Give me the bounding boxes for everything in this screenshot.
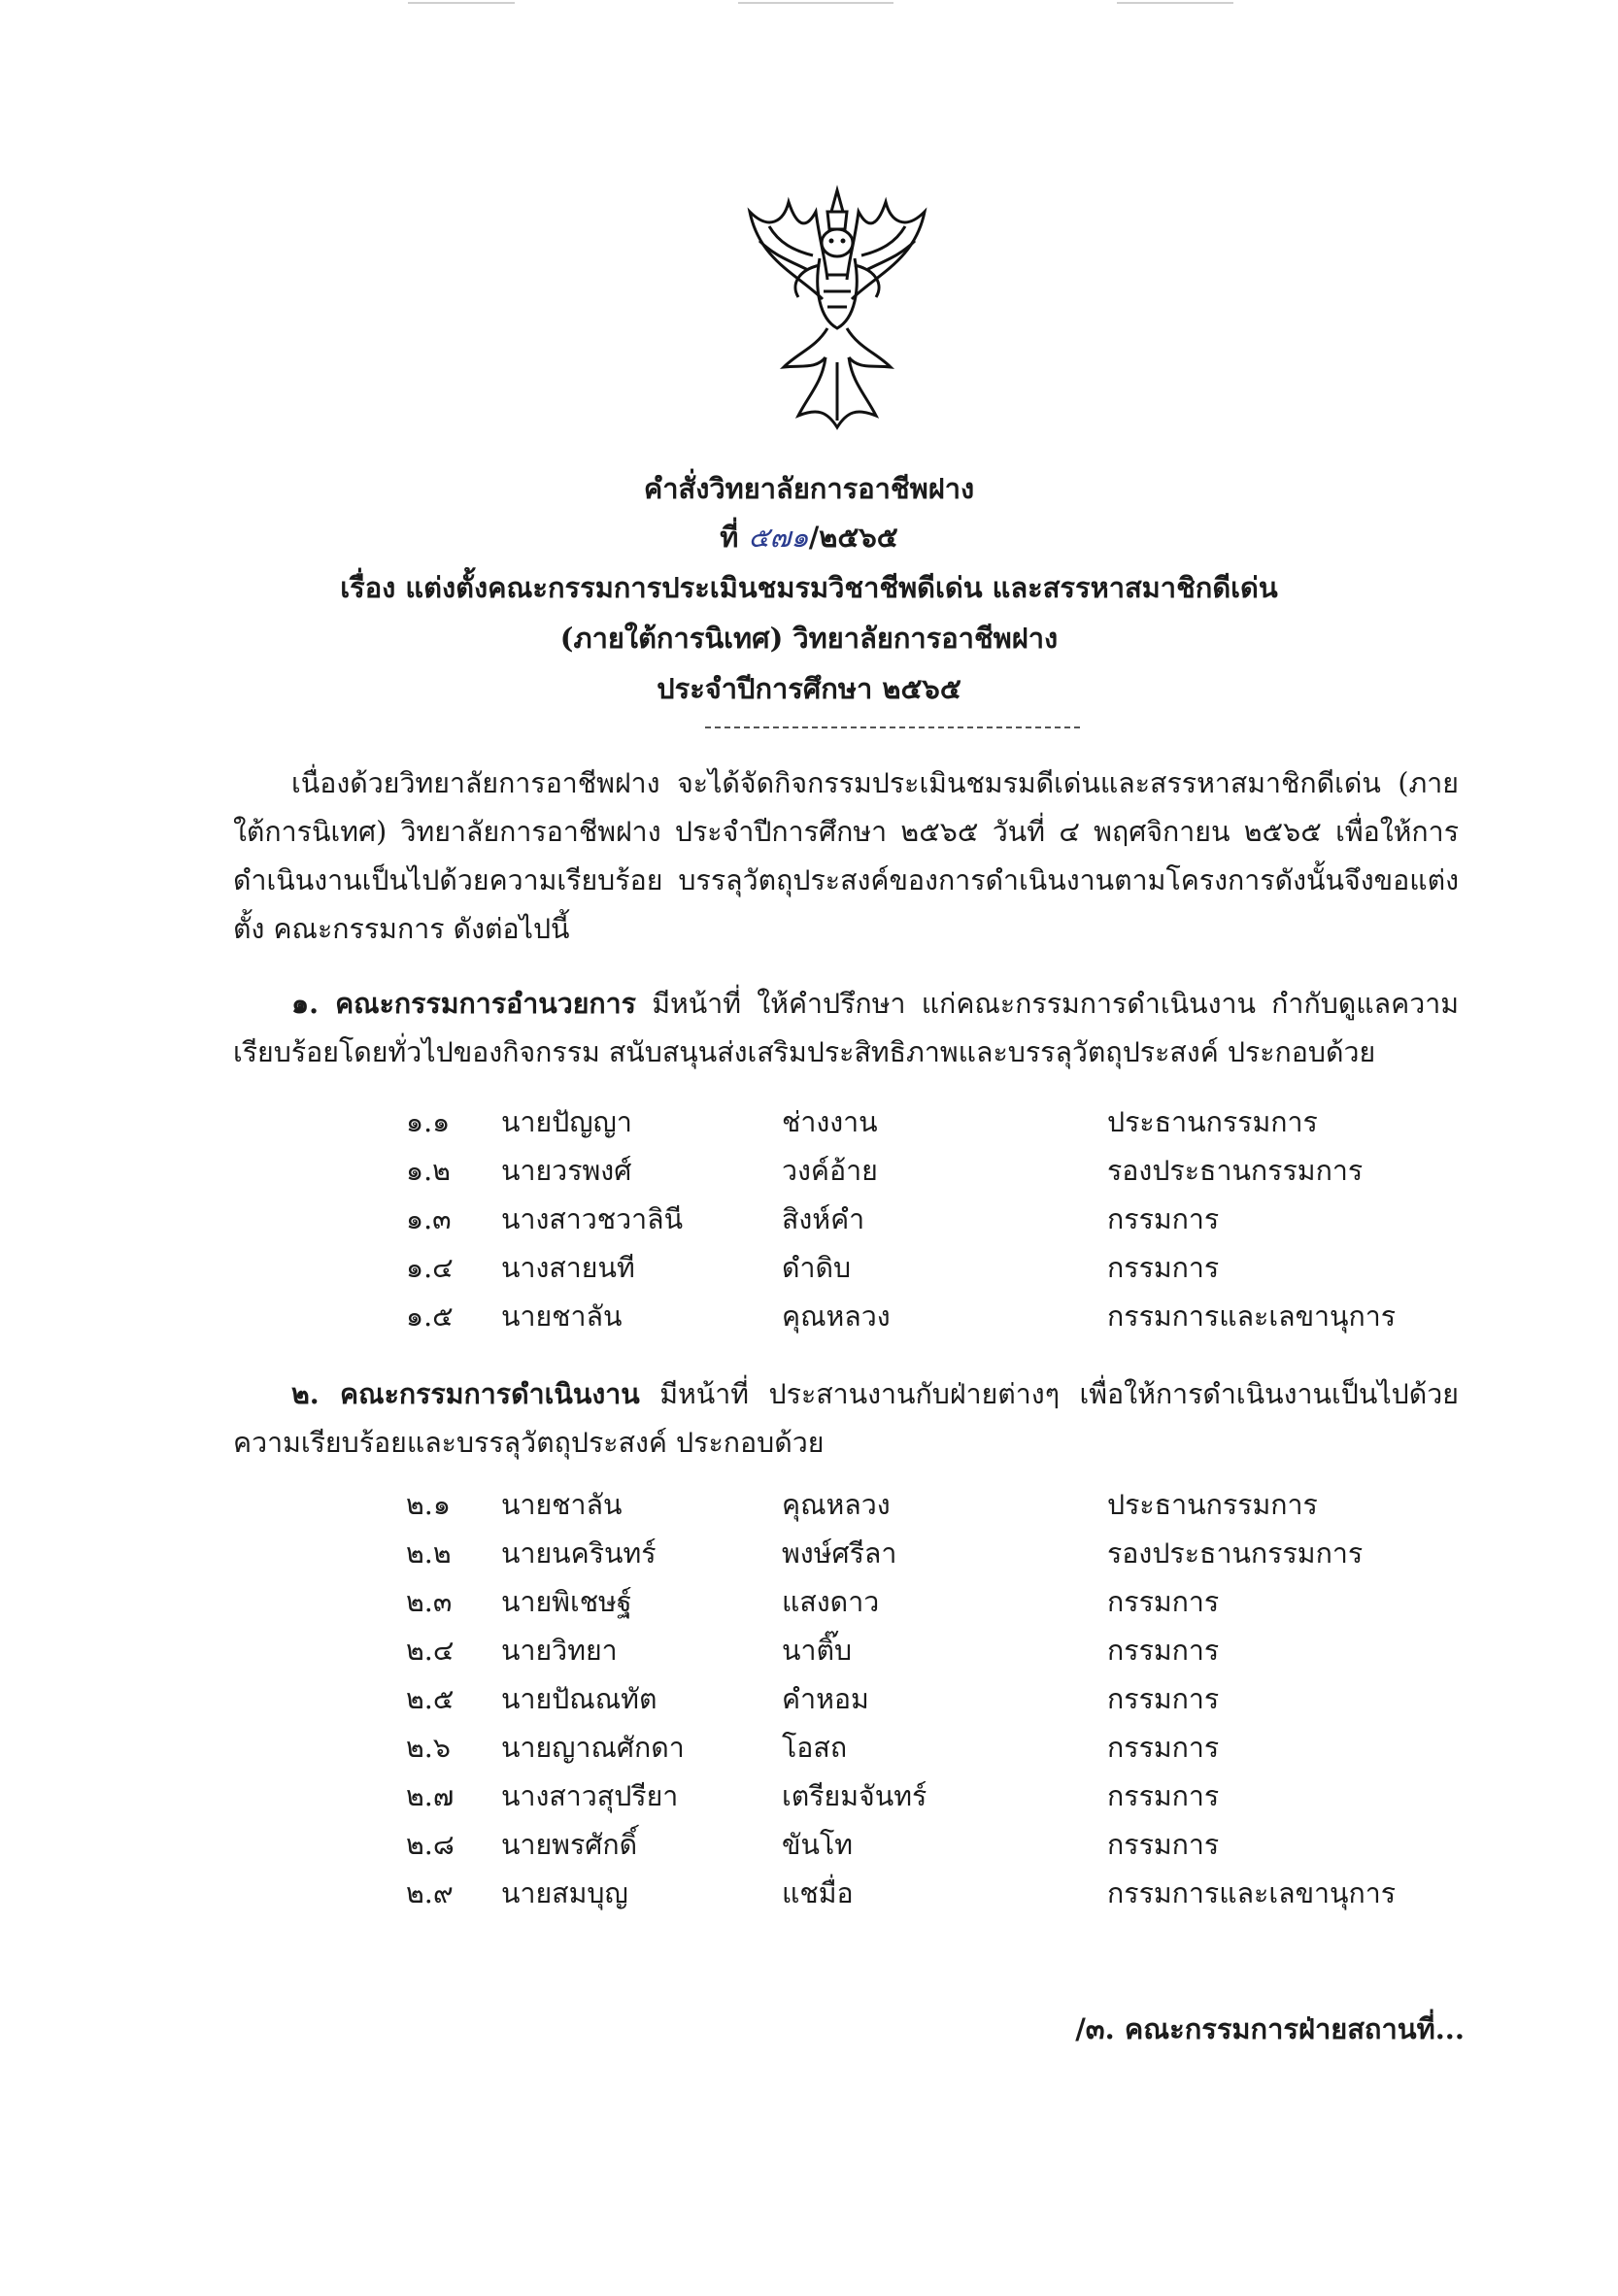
section-1-paragraph bbox=[233, 979, 1459, 1077]
member-position: กรรมการ bbox=[1107, 1586, 1220, 1618]
member-row bbox=[0, 1294, 1618, 1336]
member-no: ๒.๙ bbox=[406, 1877, 454, 1909]
member-row bbox=[0, 1245, 1618, 1288]
member-row bbox=[0, 1822, 1618, 1865]
member-no: ๑.๓ bbox=[406, 1203, 452, 1235]
member-no: ๑.๕ bbox=[406, 1300, 454, 1333]
member-row bbox=[0, 1482, 1618, 1525]
member-position: กรรมการ bbox=[1107, 1683, 1220, 1715]
section-2-heading: ๒. คณะกรรมการดำเนินงาน bbox=[291, 1377, 640, 1410]
member-first-name: นายสมบุญ bbox=[501, 1877, 628, 1909]
continued-footer: /๓. คณะกรรมการฝ่ายสถานที่... bbox=[1075, 2012, 1465, 2045]
member-first-name: นายพรศักดิ์ bbox=[501, 1829, 638, 1861]
member-no: ๒.๔ bbox=[406, 1635, 455, 1667]
member-row bbox=[0, 1099, 1618, 1142]
member-last-name: แชมื่อ bbox=[782, 1877, 854, 1909]
member-position: กรรมการและเลขานุการ bbox=[1107, 1300, 1397, 1333]
member-last-name: คุณหลวง bbox=[782, 1300, 891, 1333]
member-row bbox=[0, 1871, 1618, 1913]
member-first-name: นายญาณศักดา bbox=[501, 1732, 685, 1764]
member-first-name: นายพิเชษฐ์ bbox=[501, 1586, 632, 1618]
member-first-name: นายชาลัน bbox=[501, 1489, 623, 1521]
section-1-description: มีหน้าที่ ให้คำปรึกษา แก่คณะกรรมการดำเนินงาน กำกับดูแลความเรียบร้อยโดยทั่วไปของกิจกรรม สนับสนุนส่งเสริมประสิทธิภาพและบรรลุวัตถุประสงค์ ประกอบด้วย bbox=[233, 988, 1459, 1068]
member-row bbox=[0, 1197, 1618, 1239]
member-first-name: นายวิทยา bbox=[501, 1635, 618, 1667]
member-first-name: นายปัญญา bbox=[501, 1106, 632, 1138]
member-last-name: คุณหลวง bbox=[782, 1489, 891, 1521]
member-row bbox=[0, 1773, 1618, 1816]
member-no: ๒.๘ bbox=[406, 1829, 455, 1861]
member-last-name: โอสถ bbox=[782, 1732, 848, 1764]
member-no: ๒.๕ bbox=[406, 1683, 455, 1715]
member-no: ๒.๖ bbox=[406, 1732, 451, 1764]
member-position: กรรมการ bbox=[1107, 1732, 1220, 1764]
section-1-heading: ๑. คณะกรรมการอำนวยการ bbox=[291, 987, 636, 1020]
member-position: กรรมการ bbox=[1107, 1829, 1220, 1861]
member-first-name: นายวรพงศ์ bbox=[501, 1155, 632, 1187]
member-last-name: ดำดิบ bbox=[782, 1252, 852, 1284]
member-position: กรรมการ bbox=[1107, 1635, 1220, 1667]
member-position: รองประธานกรรมการ bbox=[1107, 1537, 1364, 1570]
member-first-name: นางสายนที bbox=[501, 1252, 635, 1284]
member-position: กรรมการ bbox=[1107, 1780, 1220, 1812]
member-first-name: นายนครินทร์ bbox=[501, 1537, 657, 1570]
subject-line-3: ประจำปีการศึกษา ๒๕๖๕ bbox=[657, 672, 961, 705]
member-position: ประธานกรรมการ bbox=[1107, 1489, 1318, 1521]
order-number-prefix: ที่ bbox=[720, 521, 739, 554]
member-position: กรรมการ bbox=[1107, 1252, 1220, 1284]
member-no: ๒.๓ bbox=[406, 1586, 453, 1618]
member-first-name: นางสาวสุปรียา bbox=[501, 1780, 679, 1812]
member-row bbox=[0, 1676, 1618, 1719]
member-row bbox=[0, 1579, 1618, 1622]
member-last-name: เตรียมจันทร์ bbox=[782, 1780, 927, 1812]
member-row bbox=[0, 1148, 1618, 1191]
scan-artifact bbox=[1117, 2, 1233, 4]
subject-line-2: (ภายใต้การนิเทศ) วิทยาลัยการอาชีพฝาง bbox=[559, 622, 1059, 655]
member-row bbox=[0, 1725, 1618, 1768]
member-position: ประธานกรรมการ bbox=[1107, 1106, 1318, 1138]
divider bbox=[705, 726, 1080, 728]
scan-artifact bbox=[738, 2, 893, 4]
member-no: ๒.๗ bbox=[406, 1780, 455, 1812]
section-2-paragraph bbox=[233, 1369, 1459, 1468]
intro-paragraph: เนื่องด้วยวิทยาลัยการอาชีพฝาง จะได้จัดกิจกรรมประเมินชมรมดีเด่นและสรรหาสมาชิกดีเด่น (ภายใต้การนิเทศ) วิทยาลัยการอาชีพฝาง ประจำปีการศึกษา ๒๕๖๕ วันที่ ๔ พฤศจิกายน ๒๕๖๕ เพื่อให้การดำเนินงานเป็นไปด้วยความเรียบร้อย บรรลุวัตถุประสงค์ของการดำเนินงานตามโครงการดังนั้นจึงขอแต่งตั้ง คณะกรรมการ ดังต่อไปนี้ bbox=[233, 767, 1459, 945]
garuda-emblem-icon bbox=[730, 183, 944, 435]
member-row bbox=[0, 1628, 1618, 1671]
member-first-name: นางสาวชวาลินี bbox=[501, 1203, 684, 1235]
member-position: กรรมการและเลขานุการ bbox=[1107, 1877, 1397, 1909]
member-last-name: สิงห์คำ bbox=[782, 1203, 865, 1235]
member-no: ๑.๔ bbox=[406, 1252, 454, 1284]
subject-line-1: เรื่อง แต่งตั้งคณะกรรมการประเมินชมรมวิชาชีพดีเด่น และสรรหาสมาชิกดีเด่น bbox=[340, 571, 1278, 604]
member-position: รองประธานกรรมการ bbox=[1107, 1155, 1364, 1187]
member-no: ๑.๒ bbox=[406, 1155, 451, 1187]
member-no: ๒.๒ bbox=[406, 1537, 452, 1570]
member-first-name: นายชาลัน bbox=[501, 1300, 623, 1333]
member-last-name: คำหอม bbox=[782, 1683, 869, 1715]
member-no: ๒.๑ bbox=[406, 1489, 451, 1521]
order-number-year: /๒๕๖๕ bbox=[808, 521, 898, 554]
member-first-name: นายปัณณทัต bbox=[501, 1683, 657, 1715]
order-title: คำสั่งวิทยาลัยการอาชีพฝาง bbox=[643, 472, 975, 505]
section-2-description: มีหน้าที่ ประสานงานกับฝ่ายต่างๆ เพื่อให้การดำเนินงานเป็นไปด้วยความเรียบร้อยและบรรลุวัตถุประสงค์ ประกอบด้วย bbox=[233, 1378, 1459, 1459]
member-last-name: นาติ๊บ bbox=[782, 1635, 853, 1667]
member-last-name: แสงดาว bbox=[782, 1586, 880, 1618]
member-position: กรรมการ bbox=[1107, 1203, 1220, 1235]
member-last-name: ขันโท bbox=[782, 1829, 854, 1861]
order-number bbox=[0, 515, 1618, 559]
member-last-name: ช่างงาน bbox=[782, 1106, 878, 1138]
scan-artifact bbox=[408, 2, 515, 4]
member-last-name: พงษ์ศรีลา bbox=[782, 1537, 897, 1570]
order-number-handwritten: ๕๗๑ bbox=[748, 521, 809, 554]
member-no: ๑.๑ bbox=[406, 1106, 451, 1138]
member-row bbox=[0, 1531, 1618, 1573]
member-last-name: วงค์อ้าย bbox=[782, 1155, 878, 1187]
